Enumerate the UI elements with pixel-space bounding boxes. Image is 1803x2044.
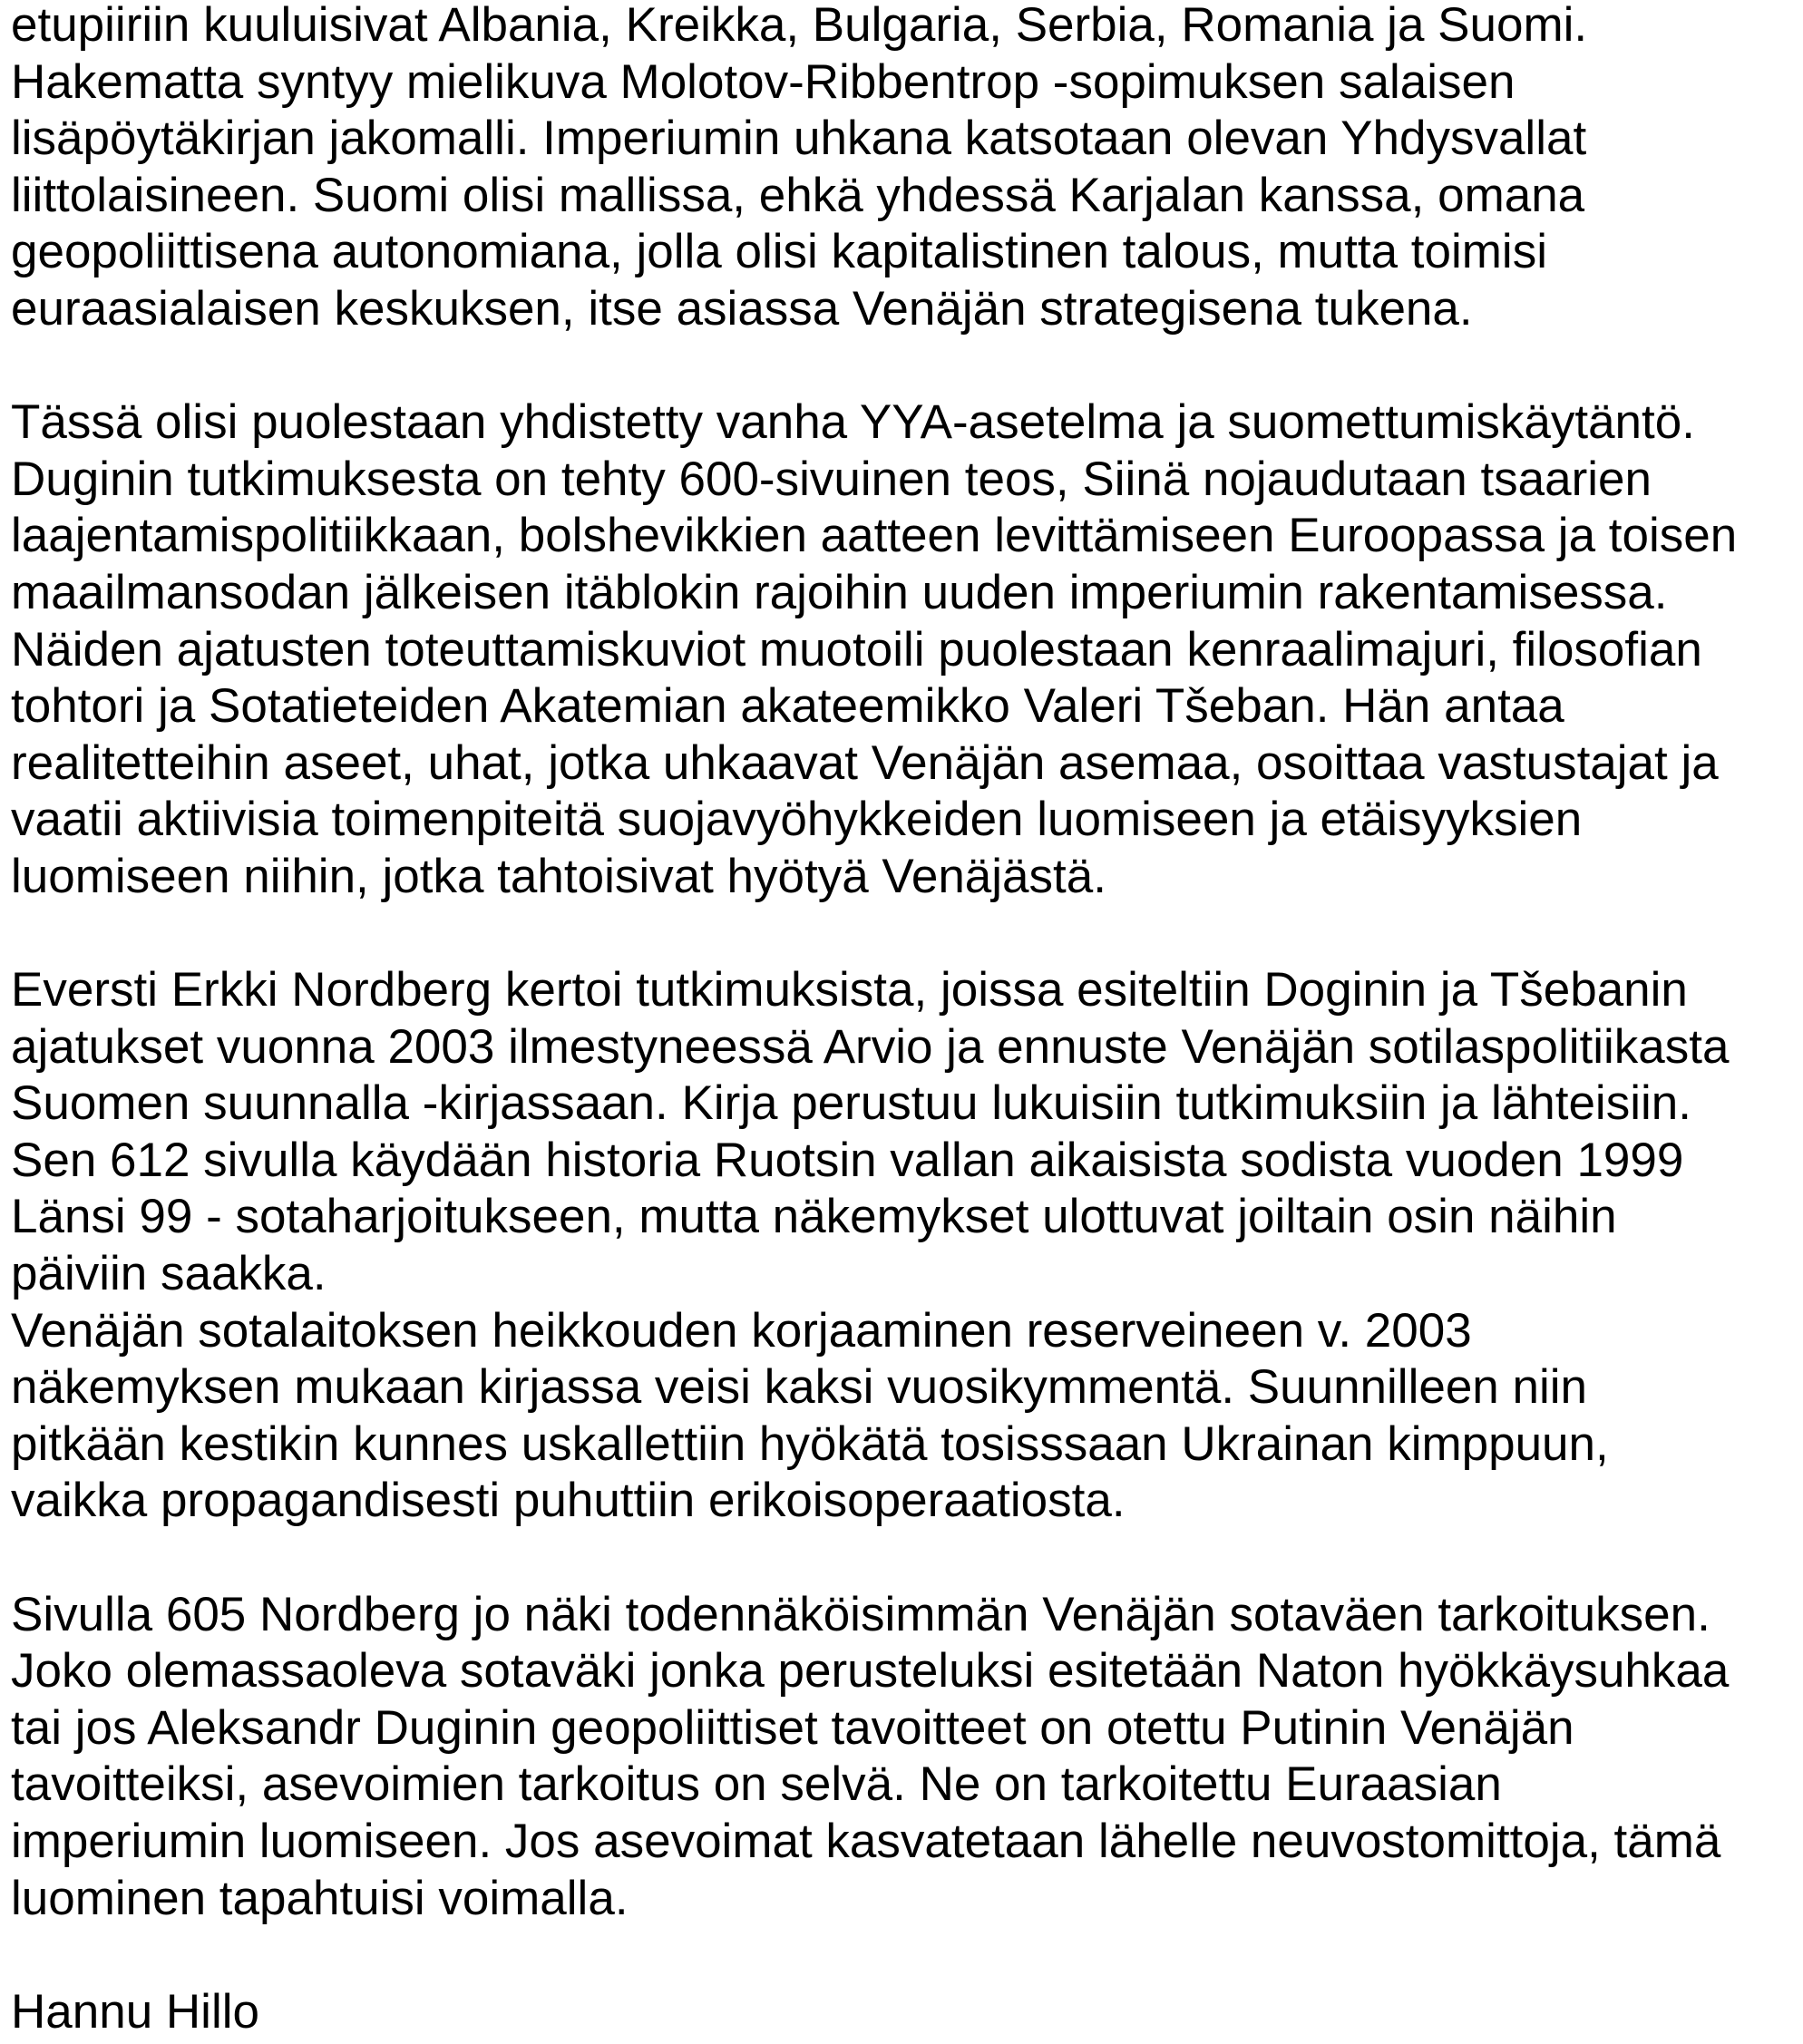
text-line: Joko olemassaoleva sotaväki jonka perusteluksi esitetään Naton hyökkäysuhkaa xyxy=(11,1644,1730,1698)
text-line: pitkään kestikin kunnes uskallettiin hyökätä tosisssaan Ukrainan kimppuun, xyxy=(11,1416,1609,1471)
text-line: Eversti Erkki Nordberg kertoi tutkimuksista, joissa esiteltiin Doginin ja Tšebanin xyxy=(11,963,1688,1017)
article-body xyxy=(11,0,1798,2040)
text-line: tai jos Aleksandr Duginin geopoliittiset tavoitteet on otettu Putinin Venäjän xyxy=(11,1700,1574,1755)
text-line: päiviin saakka. xyxy=(11,1247,326,1301)
text-line: laajentamispolitiikkaan, bolshevikkien aatteen levittämiseen Euroopassa ja toisen xyxy=(11,509,1738,563)
text-line: näkemyksen mukaan kirjassa veisi kaksi vuosikymmentä. Suunnilleen niin xyxy=(11,1360,1588,1415)
text-line: luominen tapahtuisi voimalla. xyxy=(11,1871,629,1925)
text-line: realitetteihin aseet, uhat, jotka uhkaavat Venäjän asemaa, osoittaa vastustajat ja xyxy=(11,735,1719,790)
text-line: lisäpöytäkirjan jakomalli. Imperiumin uhkana katsotaan olevan Yhdysvallat xyxy=(11,112,1587,166)
text-line: etupiiriin kuuluisivat Albania, Kreikka, Bulgaria, Serbia, Romania ja Suomi. xyxy=(11,0,1588,52)
text-line: Sen 612 sivulla käydään historia Ruotsin vallan aikaisista sodista vuoden 1999 xyxy=(11,1133,1684,1187)
text-line: vaatii aktiivisia toimenpiteitä suojavyöhykkeiden luomiseen ja etäisyyksien xyxy=(11,793,1583,847)
text-line: Länsi 99 - sotaharjoitukseen, mutta näkemykset ulottuvat joiltain osin näihin xyxy=(11,1190,1617,1244)
author-signature: Hannu Hillo xyxy=(11,1984,259,2039)
paragraph-3 xyxy=(11,962,1798,1530)
text-line: Duginin tutkimuksesta on tehty 600-sivuinen teos, Siinä nojaudutaan tsaarien xyxy=(11,452,1652,506)
text-line: maailmansodan jälkeisen itäblokin rajoihin uuden imperiumin rakentamisessa. xyxy=(11,565,1668,619)
text-line: imperiumin luomiseen. Jos asevoimat kasvatetaan lähelle neuvostomittoja, tämä xyxy=(11,1815,1721,1868)
text-line: tavoitteiksi, asevoimien tarkoitus on selvä. Ne on tarkoitettu Euraasian xyxy=(11,1757,1502,1812)
text-line: Suomen suunnalla -kirjassaan. Kirja perustuu lukuisiin tutkimuksiin ja lähteisiin. xyxy=(11,1076,1691,1131)
text-line: Tässä olisi puolestaan yhdistetty vanha YYA-asetelma ja suomettumiskäytäntö. xyxy=(11,395,1695,450)
text-line: geopoliittisena autonomiana, jolla olisi kapitalistinen talous, mutta toimisi xyxy=(11,225,1547,279)
text-line: vaikka propagandisesti puhuttiin erikoisoperaatiosta. xyxy=(11,1474,1126,1528)
text-line: tohtori ja Sotatieteiden Akatemian akateemikko Valeri Tšeban. Hän antaa xyxy=(11,679,1564,734)
paragraph-1 xyxy=(11,0,1798,338)
text-line: Venäjän sotalaitoksen heikkouden korjaaminen reserveineen v. 2003 xyxy=(11,1303,1472,1358)
paragraph-2 xyxy=(11,394,1798,905)
text-line: Näiden ajatusten toteuttamiskuviot muotoili puolestaan kenraalimajuri, filosofian xyxy=(11,622,1702,676)
text-line: ajatukset vuonna 2003 ilmestyneessä Arvio ja ennuste Venäjän sotilaspolitiikasta xyxy=(11,1019,1730,1074)
paragraph-4 xyxy=(11,1587,1798,1928)
text-line: Sivulla 605 Nordberg jo näki todennäköisimmän Venäjän sotaväen tarkoituksen. xyxy=(11,1587,1710,1641)
text-line: luomiseen niihin, jotka tahtoisivat hyötyä Venäjästä. xyxy=(11,849,1106,903)
text-line: liittolaisineen. Suomi olisi mallissa, ehkä yhdessä Karjalan kanssa, omana xyxy=(11,168,1585,222)
text-line: euraasialaisen keskuksen, itse asiassa Venäjän strategisena tukena. xyxy=(11,281,1473,336)
text-line: Hakematta syntyy mielikuva Molotov-Ribbentrop -sopimuksen salaisen xyxy=(11,54,1515,109)
